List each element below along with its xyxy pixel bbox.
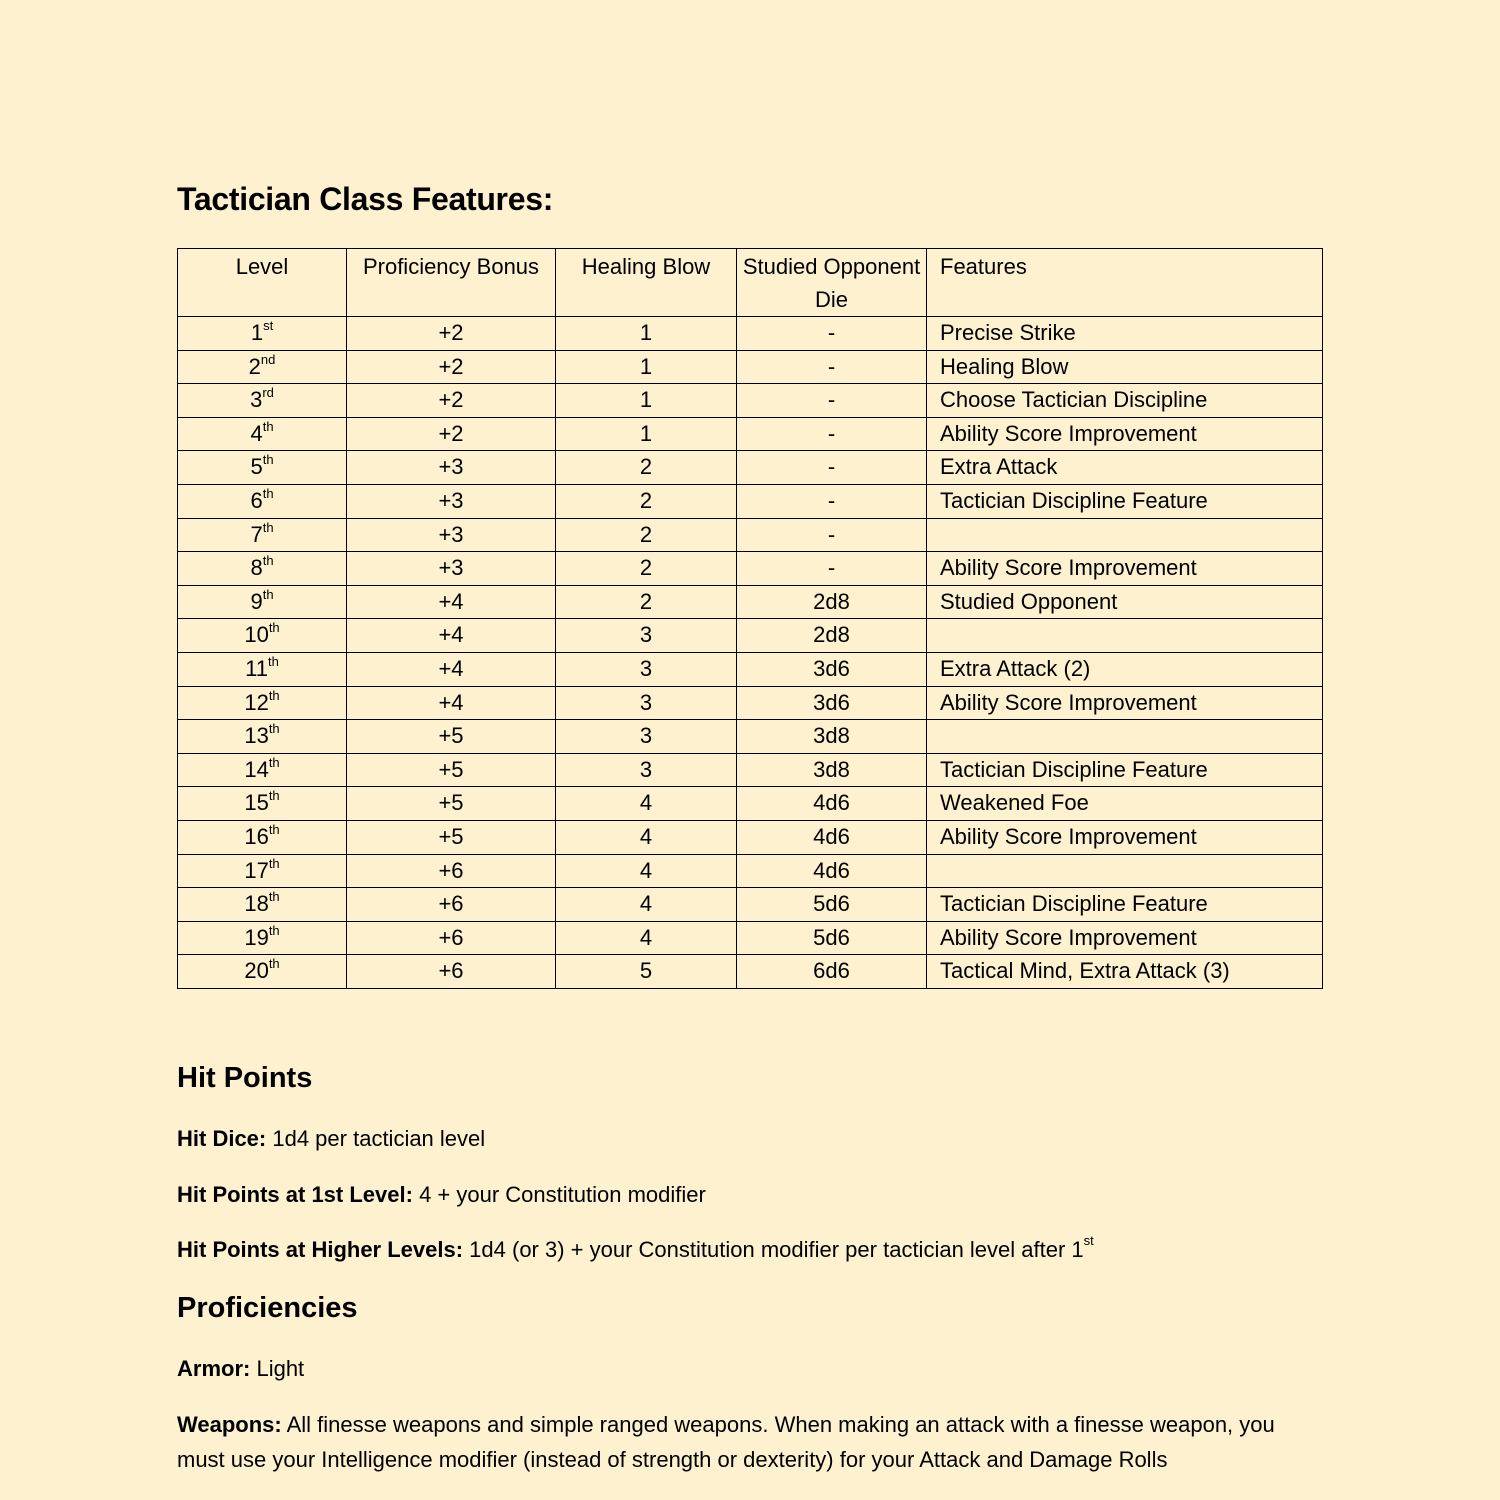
features-cell — [927, 518, 1323, 552]
proficiency-bonus-cell: +4 — [347, 652, 556, 686]
studied-opponent-die-cell: - — [737, 384, 927, 418]
healing-blow-cell: 1 — [556, 417, 737, 451]
weapons-line — [177, 1407, 1327, 1477]
level-ordinal: th — [268, 956, 280, 972]
level-cell — [178, 350, 347, 384]
healing-blow-cell: 2 — [556, 585, 737, 619]
table-row — [178, 518, 1323, 552]
studied-opponent-die-cell: 4d6 — [737, 854, 927, 888]
level-cell — [178, 921, 347, 955]
features-cell: Tactical Mind, Extra Attack (3) — [927, 955, 1323, 989]
higher-levels-line — [177, 1232, 1327, 1267]
studied-opponent-die-cell: 5d6 — [737, 888, 927, 922]
first-level-label: Hit Points at 1st Level: — [177, 1182, 413, 1207]
level-ordinal: th — [268, 620, 280, 636]
healing-blow-cell: 4 — [556, 921, 737, 955]
studied-opponent-die-cell: 4d6 — [737, 787, 927, 821]
level-number: 20 — [244, 958, 269, 984]
level-number: 14 — [244, 756, 269, 782]
level-ordinal: st — [263, 318, 274, 333]
weapons-label: Weapons: — [177, 1412, 282, 1437]
level-ordinal: th — [268, 855, 280, 871]
first-level-value: 4 + your Constitution modifier — [412, 1182, 706, 1207]
first-level-line — [177, 1177, 1327, 1212]
header-studied-opponent-die: Studied Opponent Die — [737, 249, 927, 317]
level-ordinal: th — [262, 586, 274, 602]
level-cell — [178, 955, 347, 989]
features-cell — [927, 854, 1323, 888]
features-cell: Choose Tactician Discipline — [927, 384, 1323, 418]
armor-value: Light — [250, 1356, 305, 1381]
level-ordinal: th — [268, 721, 280, 737]
studied-opponent-die-cell: 2d8 — [737, 585, 927, 619]
proficiency-bonus-cell: +5 — [347, 787, 556, 821]
level-cell — [178, 686, 347, 720]
higher-levels-label: Hit Points at Higher Levels: — [177, 1237, 464, 1262]
table-row — [178, 384, 1323, 418]
table-row — [178, 552, 1323, 586]
level-cell — [178, 854, 347, 888]
proficiency-bonus-cell: +4 — [347, 585, 556, 619]
studied-opponent-die-cell: 2d8 — [737, 619, 927, 653]
level-cell — [178, 585, 347, 619]
proficiencies-heading: Proficiencies — [177, 1292, 358, 1324]
healing-blow-cell: 2 — [556, 451, 737, 485]
studied-opponent-die-cell: 3d8 — [737, 753, 927, 787]
healing-blow-cell: 5 — [556, 955, 737, 989]
level-number: 18 — [244, 891, 269, 917]
healing-blow-cell: 2 — [556, 518, 737, 552]
level-ordinal: th — [268, 788, 280, 804]
level-number: 1 — [250, 320, 264, 345]
level-cell — [178, 317, 347, 351]
healing-blow-cell: 3 — [556, 652, 737, 686]
table-row — [178, 888, 1323, 922]
level-cell — [178, 787, 347, 821]
proficiency-bonus-cell: +2 — [347, 417, 556, 451]
armor-label: Armor: — [177, 1356, 251, 1381]
table-row — [178, 652, 1323, 686]
studied-opponent-die-cell: - — [737, 484, 927, 518]
features-cell: Extra Attack — [927, 451, 1323, 485]
header-level: Level — [178, 249, 347, 317]
proficiency-bonus-cell: +4 — [347, 619, 556, 653]
level-cell — [178, 652, 347, 686]
level-cell — [178, 753, 347, 787]
studied-opponent-die-cell: 5d6 — [737, 921, 927, 955]
studied-opponent-die-cell: - — [737, 417, 927, 451]
features-cell: Precise Strike — [927, 317, 1323, 351]
header-proficiency-bonus: Proficiency Bonus — [347, 249, 556, 317]
level-number: 15 — [244, 790, 269, 816]
level-ordinal: th — [262, 519, 274, 535]
higher-levels-sup: st — [1083, 1233, 1094, 1248]
level-cell — [178, 518, 347, 552]
proficiency-bonus-cell: +3 — [347, 518, 556, 552]
proficiency-bonus-cell: +5 — [347, 720, 556, 754]
proficiency-bonus-cell: +6 — [347, 888, 556, 922]
table-row — [178, 317, 1323, 351]
healing-blow-cell: 4 — [556, 787, 737, 821]
studied-opponent-die-cell: 4d6 — [737, 820, 927, 854]
header-features: Features — [927, 249, 1323, 317]
healing-blow-cell: 4 — [556, 888, 737, 922]
proficiency-bonus-cell: +2 — [347, 317, 556, 351]
level-cell — [178, 484, 347, 518]
healing-blow-cell: 3 — [556, 753, 737, 787]
table-row — [178, 854, 1323, 888]
level-number: 17 — [244, 857, 269, 883]
table-row — [178, 484, 1323, 518]
level-number: 19 — [244, 924, 269, 950]
level-ordinal: th — [268, 922, 280, 938]
level-ordinal: th — [262, 485, 274, 501]
level-number: 12 — [244, 689, 269, 715]
level-number: 3 — [250, 387, 263, 413]
level-cell — [178, 619, 347, 653]
level-number: 10 — [244, 622, 269, 648]
level-ordinal: th — [268, 754, 280, 770]
table-row — [178, 921, 1323, 955]
level-ordinal: th — [262, 452, 274, 468]
proficiency-bonus-cell: +2 — [347, 350, 556, 384]
weapons-value: All finesse weapons and simple ranged weapons. When making an attack with a finesse weapon, you must use your Intelligence modifier (instead of strength or dexterity) for your Attack and Damage Rolls — [177, 1412, 1275, 1472]
level-ordinal: th — [268, 653, 279, 669]
hit-points-heading: Hit Points — [177, 1062, 313, 1094]
hit-dice-line — [177, 1121, 1327, 1156]
header-healing-blow: Healing Blow — [556, 249, 737, 317]
level-number: 16 — [244, 823, 269, 849]
studied-opponent-die-cell: - — [737, 350, 927, 384]
studied-opponent-die-cell: 3d8 — [737, 720, 927, 754]
features-cell: Ability Score Improvement — [927, 417, 1323, 451]
level-number: 4 — [250, 420, 263, 446]
level-number: 8 — [250, 555, 263, 581]
table-row — [178, 753, 1323, 787]
proficiency-bonus-cell: +6 — [347, 921, 556, 955]
level-cell — [178, 888, 347, 922]
studied-opponent-die-cell: - — [737, 552, 927, 586]
proficiency-bonus-cell: +5 — [347, 753, 556, 787]
features-cell: Extra Attack (2) — [927, 652, 1323, 686]
healing-blow-cell: 2 — [556, 484, 737, 518]
table-row — [178, 955, 1323, 989]
level-cell — [178, 720, 347, 754]
proficiency-bonus-cell: +6 — [347, 854, 556, 888]
healing-blow-cell: 2 — [556, 552, 737, 586]
features-cell: Tactician Discipline Feature — [927, 753, 1323, 787]
features-cell: Ability Score Improvement — [927, 552, 1323, 586]
page-title: Tactician Class Features: — [177, 181, 554, 217]
proficiency-bonus-cell: +4 — [347, 686, 556, 720]
studied-opponent-die-cell: 3d6 — [737, 686, 927, 720]
features-cell: Tactician Discipline Feature — [927, 484, 1323, 518]
studied-opponent-die-cell: 6d6 — [737, 955, 927, 989]
studied-opponent-die-cell: 3d6 — [737, 652, 927, 686]
level-number: 7 — [250, 521, 263, 547]
table-row — [178, 451, 1323, 485]
level-cell — [178, 820, 347, 854]
studied-opponent-die-cell: - — [737, 518, 927, 552]
features-cell — [927, 720, 1323, 754]
table-row — [178, 585, 1323, 619]
class-features-table — [177, 248, 1323, 989]
level-number: 2 — [248, 353, 261, 379]
healing-blow-cell: 1 — [556, 350, 737, 384]
features-cell: Studied Opponent — [927, 585, 1323, 619]
healing-blow-cell: 1 — [556, 317, 737, 351]
table-row — [178, 787, 1323, 821]
level-number: 5 — [250, 454, 263, 480]
level-number: 6 — [250, 487, 263, 513]
level-ordinal: th — [262, 418, 274, 434]
level-ordinal: th — [268, 687, 280, 703]
healing-blow-cell: 3 — [556, 720, 737, 754]
level-ordinal: th — [268, 821, 280, 837]
table-row — [178, 686, 1323, 720]
level-ordinal: rd — [262, 385, 274, 401]
studied-opponent-die-cell: - — [737, 451, 927, 485]
table-row — [178, 619, 1323, 653]
features-cell: Weakened Foe — [927, 787, 1323, 821]
table-row — [178, 720, 1323, 754]
proficiency-bonus-cell: +5 — [347, 820, 556, 854]
healing-blow-cell: 1 — [556, 384, 737, 418]
level-number: 9 — [250, 588, 263, 614]
level-cell — [178, 552, 347, 586]
proficiency-bonus-cell: +6 — [347, 955, 556, 989]
features-cell: Ability Score Improvement — [927, 686, 1323, 720]
level-number: 11 — [245, 655, 268, 681]
features-cell: Ability Score Improvement — [927, 820, 1323, 854]
proficiency-bonus-cell: +2 — [347, 384, 556, 418]
healing-blow-cell: 4 — [556, 820, 737, 854]
higher-levels-value: 1d4 (or 3) + your Constitution modifier per tactician level after 1 — [463, 1237, 1084, 1262]
table-row — [178, 350, 1323, 384]
hit-dice-value: 1d4 per tactician level — [266, 1126, 486, 1151]
features-cell: Ability Score Improvement — [927, 921, 1323, 955]
features-cell: Tactician Discipline Feature — [927, 888, 1323, 922]
armor-line — [177, 1351, 1327, 1386]
level-cell — [178, 417, 347, 451]
studied-opponent-die-cell: - — [737, 317, 927, 351]
healing-blow-cell: 3 — [556, 686, 737, 720]
level-ordinal: th — [268, 889, 280, 905]
level-ordinal: nd — [260, 351, 276, 367]
proficiency-bonus-cell: +3 — [347, 451, 556, 485]
level-ordinal: th — [262, 553, 274, 569]
table-row — [178, 417, 1323, 451]
features-cell — [927, 619, 1323, 653]
features-cell: Healing Blow — [927, 350, 1323, 384]
healing-blow-cell: 3 — [556, 619, 737, 653]
healing-blow-cell: 4 — [556, 854, 737, 888]
table-header-row — [178, 249, 1323, 317]
level-number: 13 — [244, 723, 269, 749]
table-row — [178, 820, 1323, 854]
level-cell — [178, 384, 347, 418]
hit-dice-label: Hit Dice: — [177, 1126, 267, 1151]
level-cell — [178, 451, 347, 485]
proficiency-bonus-cell: +3 — [347, 552, 556, 586]
proficiency-bonus-cell: +3 — [347, 484, 556, 518]
